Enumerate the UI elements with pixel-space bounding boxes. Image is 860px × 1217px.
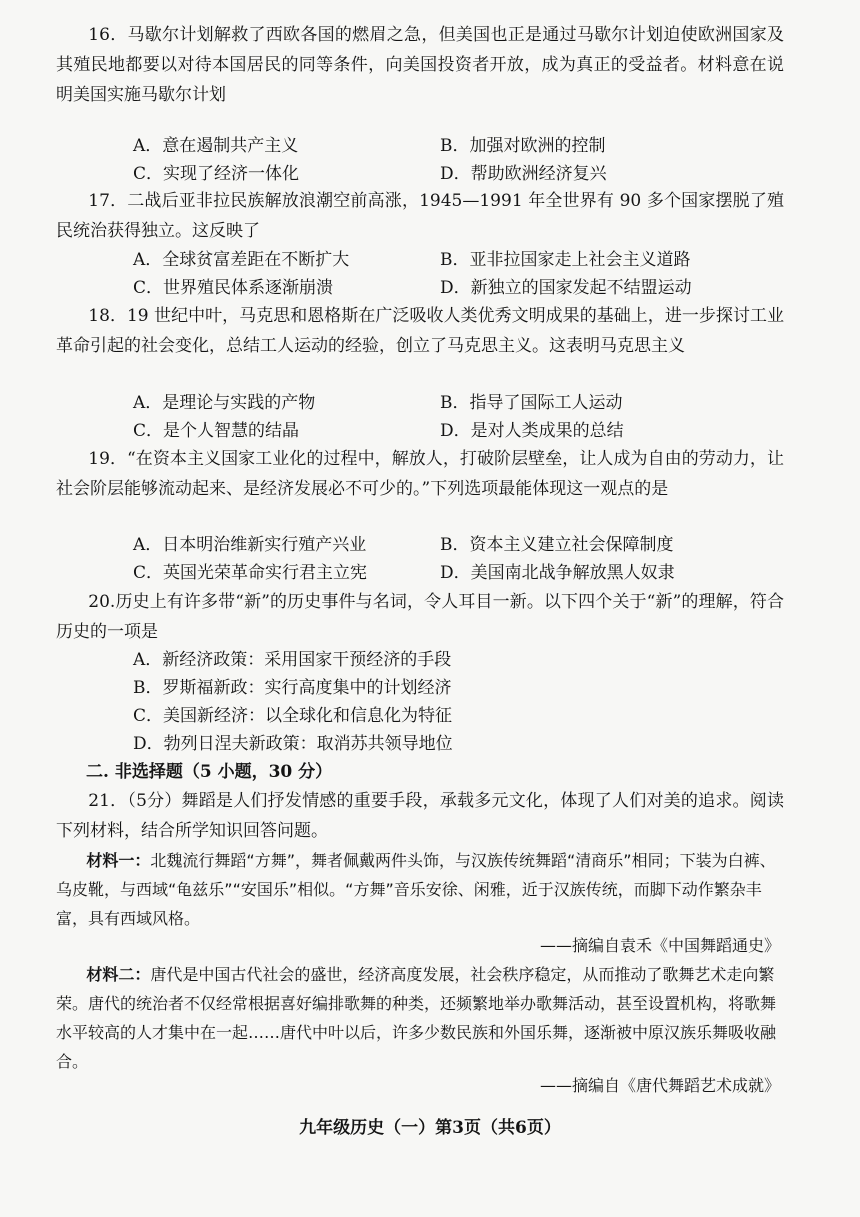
question-19-option-a: A．日本明治维新实行殖产兴业 [133,535,367,555]
material-2-label: 材料二： [86,965,151,984]
question-18-option-b: B．指导了国际工人运动 [440,393,623,413]
question-18-option-a: A．是理论与实践的产物 [133,393,316,413]
material-2-text: 唐代是中国古代社会的盛世，经济高度发展，社会秩序稳定，从而推动了歌舞艺术走向繁荣。唐代的统治者不仅经常根据喜好编排歌舞的种类，还频繁地举办歌舞活动，甚至设置机构，将歌舞水平较高的人才集中在一起……唐代中叶以后，许多少数民族和外国乐舞，逐渐被中原汉族乐舞吸收融合。 [56,965,777,1071]
question-20-option-c: C．美国新经济：以全球化和信息化为特征 [133,706,453,726]
question-20-stem: 20.历史上有许多带“新”的历史事件与名词，令人耳目一新。以下四个关于“新”的理解，符合历史的一项是 [56,592,784,642]
material-1-text: 北魏流行舞蹈“方舞”，舞者佩戴两件头饰，与汉族传统舞蹈“清商乐”相同；下装为白裤、乌皮靴，与西域“龟兹乐”“安国乐”相似。“方舞”音乐安徐、闲雅，近于汉族传统，而脚下动作繁杂丰富，具有西域风格。 [56,851,776,928]
material-1-label: 材料一： [86,851,151,870]
question-19-stem: 19．“在资本主义国家工业化的过程中，解放人，打破阶层壁垒，让人成为自由的劳动力，让社会阶层能够流动起来、是经济发展必不可少的。”下列选项最能体现这一观点的是 [56,449,784,499]
question-19-option-b: B．资本主义建立社会保障制度 [440,535,674,555]
question-16-stem: 16．马歇尔计划解救了西欧各国的燃眉之急，但美国也正是通过马歇尔计划迫使欧洲国家及其殖民地都要以对待本国居民的同等条件，向美国投资者开放，成为真正的受益者。材料意在说明美国实施马歇尔计划 [56,25,784,105]
question-17-option-b: B．亚非拉国家走上社会主义道路 [440,250,691,270]
question-18-option-d: D．是对人类成果的总结 [440,421,624,441]
question-17-option-a: A．全球贫富差距在不断扩大 [133,250,350,270]
question-16-option-b: B．加强对欧洲的控制 [440,136,606,156]
material-2 [56,960,784,1076]
material-2-source: ——摘编自《唐代舞蹈艺术成就》 [539,1076,780,1095]
question-21-stem: 21．（5分）舞蹈是人们抒发情感的重要手段，承载多元文化，体现了人们对美的追求。阅读下列材料，结合所学知识回答问题。 [56,791,784,841]
question-20-option-b: B．罗斯福新政：实行高度集中的计划经济 [133,678,452,698]
question-19-option-d: D．美国南北战争解放黑人奴隶 [440,563,675,583]
question-18-stem: 18．19 世纪中叶，马克思和恩格斯在广泛吸收人类优秀文明成果的基础上，进一步探讨工业革命引起的社会变化，总结工人运动的经验，创立了马克思主义。这表明马克思主义 [56,306,784,356]
question-20-option-d: D．勃列日涅夫新政策：取消苏共领导地位 [133,734,453,754]
question-20-option-a: A．新经济政策：采用国家干预经济的手段 [133,650,452,670]
question-16-option-d: D．帮助欧洲经济复兴 [440,164,607,184]
question-16-option-a: A．意在遏制共产主义 [133,136,299,156]
question-17-option-d: D．新独立的国家发起不结盟运动 [440,278,692,298]
question-19-option-c: C．英国光荣革命实行君主立宪 [133,563,368,583]
question-16-option-c: C．实现了经济一体化 [133,164,300,184]
page-footer: 九年级历史（一）第3页（共6页） [299,1118,561,1138]
question-17-option-c: C．世界殖民体系逐渐崩溃 [133,278,334,298]
question-18-option-c: C．是个人智慧的结晶 [133,421,300,441]
material-1 [56,846,784,933]
material-1-source: ——摘编自袁禾《中国舞蹈通史》 [539,936,780,955]
section-heading: 二. 非选择题（5 小题，30 分） [86,762,333,782]
question-17-stem: 17．二战后亚非拉民族解放浪潮空前高涨，1945—1991 年全世界有 90 多个国家摆脱了殖民统治获得独立。这反映了 [56,191,784,241]
